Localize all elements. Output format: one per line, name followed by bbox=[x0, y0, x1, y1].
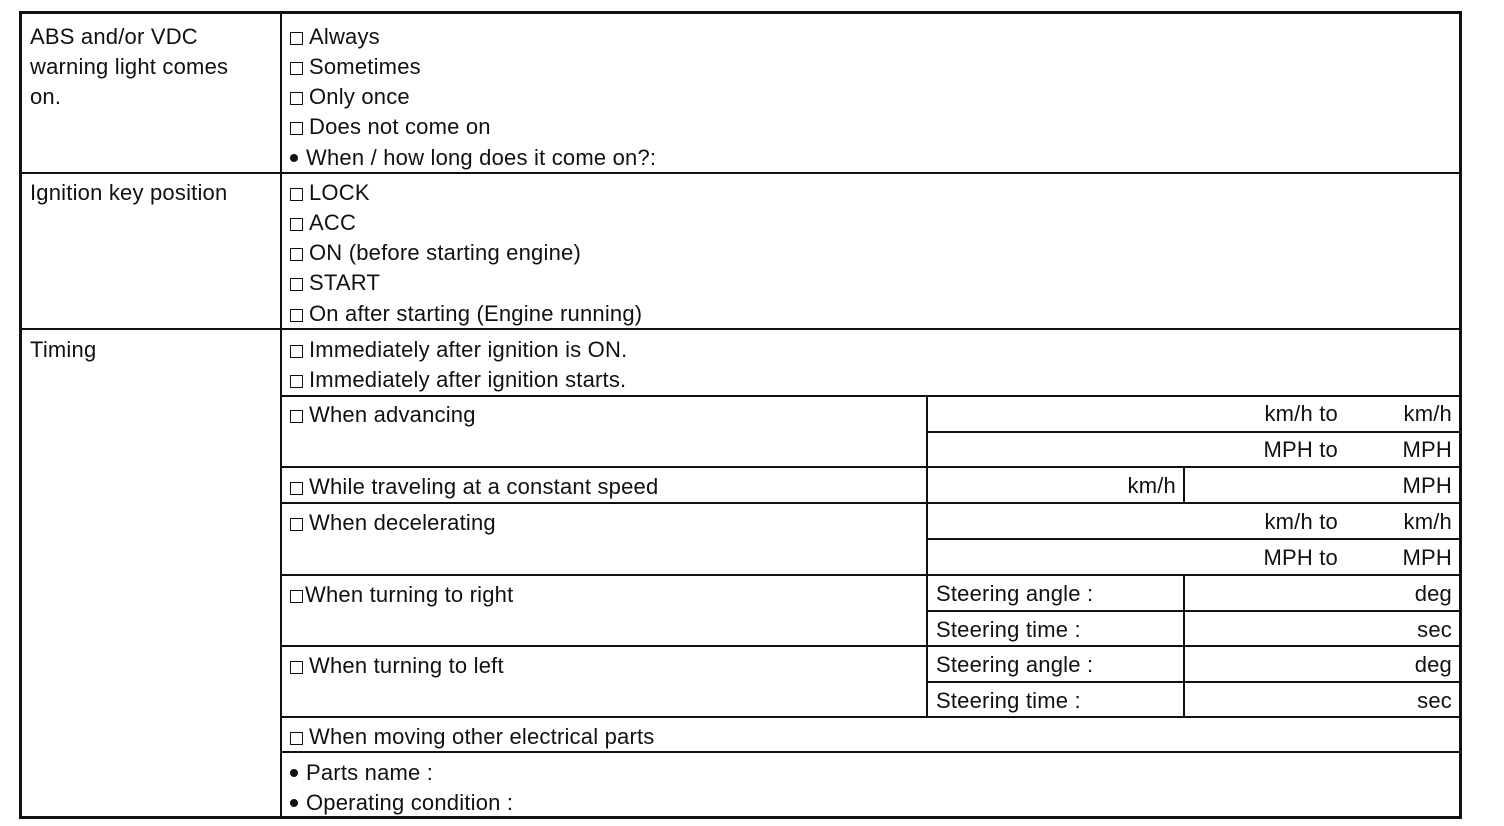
option-does-not-come-on[interactable]: Does not come on bbox=[290, 112, 491, 142]
checkbox-icon[interactable] bbox=[290, 248, 303, 261]
advancing-mph-to: MPH to bbox=[1263, 437, 1338, 462]
row-divider bbox=[22, 172, 1459, 174]
row-divider bbox=[281, 466, 1459, 468]
option-other-electrical-parts[interactable]: When moving other electrical parts bbox=[290, 722, 655, 752]
option-acc[interactable]: ACC bbox=[290, 208, 356, 238]
option-on-after-start[interactable]: On after starting (Engine running) bbox=[290, 299, 642, 329]
row-divider bbox=[927, 681, 1459, 683]
option-when-advancing[interactable]: When advancing bbox=[290, 400, 476, 430]
checkbox-icon[interactable] bbox=[290, 375, 303, 388]
column-divider bbox=[1183, 466, 1185, 503]
checkbox-icon[interactable] bbox=[290, 518, 303, 531]
left-steering-time-label: Steering time : bbox=[936, 688, 1081, 713]
option-turning-left[interactable]: When turning to left bbox=[290, 651, 504, 681]
option-after-ignition-on[interactable]: Immediately after ignition is ON. bbox=[290, 335, 627, 365]
option-lock[interactable]: LOCK bbox=[290, 178, 370, 208]
left-steering-angle-unit: deg bbox=[1414, 652, 1452, 677]
advancing-kmh-to: km/h to bbox=[1264, 401, 1338, 426]
checkbox-icon[interactable] bbox=[290, 62, 303, 75]
checkbox-icon[interactable] bbox=[290, 345, 303, 358]
parts-name-field[interactable]: Parts name : bbox=[290, 758, 433, 788]
row-divider bbox=[281, 645, 1459, 647]
checkbox-icon[interactable] bbox=[290, 122, 303, 135]
when-how-long-question: When / how long does it come on?: bbox=[290, 143, 656, 173]
row-divider bbox=[927, 538, 1459, 540]
option-after-ignition-starts[interactable]: Immediately after ignition starts. bbox=[290, 365, 626, 395]
left-steering-time-unit: sec bbox=[1417, 688, 1452, 713]
decelerating-kmh: km/h bbox=[1403, 509, 1452, 534]
checkbox-icon[interactable] bbox=[290, 92, 303, 105]
option-start[interactable]: START bbox=[290, 268, 380, 298]
timing-label: Timing bbox=[30, 337, 97, 362]
checkbox-icon[interactable] bbox=[290, 482, 303, 495]
row-divider bbox=[281, 574, 1459, 576]
column-divider bbox=[1183, 574, 1185, 718]
warning-label-line: warning light comes bbox=[30, 54, 229, 79]
option-when-decelerating[interactable]: When decelerating bbox=[290, 508, 496, 538]
checkbox-icon[interactable] bbox=[290, 661, 303, 674]
decelerating-mph-to: MPH to bbox=[1263, 545, 1338, 570]
checkbox-icon[interactable] bbox=[290, 309, 303, 322]
row-divider bbox=[927, 431, 1459, 433]
row-divider bbox=[281, 716, 1459, 718]
decelerating-kmh-to: km/h to bbox=[1264, 509, 1338, 534]
checkbox-icon[interactable] bbox=[290, 732, 303, 745]
checkbox-icon[interactable] bbox=[290, 218, 303, 231]
row-divider bbox=[927, 610, 1459, 612]
row-divider bbox=[281, 502, 1459, 504]
right-steering-time-label: Steering time : bbox=[936, 617, 1081, 642]
right-steering-angle-unit: deg bbox=[1414, 581, 1452, 606]
left-steering-angle-label: Steering angle : bbox=[936, 652, 1094, 677]
option-always[interactable]: Always bbox=[290, 22, 380, 52]
warning-label-line: ABS and/or VDC bbox=[30, 24, 198, 49]
checkbox-icon[interactable] bbox=[290, 278, 303, 291]
right-steering-angle-label: Steering angle : bbox=[936, 581, 1094, 606]
checkbox-icon[interactable] bbox=[290, 410, 303, 423]
warning-label-line: on. bbox=[30, 84, 62, 109]
checkbox-icon[interactable] bbox=[290, 590, 303, 603]
option-on-before-start[interactable]: ON (before starting engine) bbox=[290, 238, 581, 268]
row-divider bbox=[281, 395, 1459, 397]
decelerating-mph: MPH bbox=[1402, 545, 1452, 570]
option-sometimes[interactable]: Sometimes bbox=[290, 52, 421, 82]
operating-condition-field[interactable]: Operating condition : bbox=[290, 788, 513, 818]
column-divider bbox=[926, 395, 928, 718]
bullet-icon bbox=[290, 799, 298, 807]
option-constant-speed[interactable]: While traveling at a constant speed bbox=[290, 472, 658, 502]
advancing-mph: MPH bbox=[1402, 437, 1452, 462]
constant-mph: MPH bbox=[1402, 473, 1452, 498]
bullet-icon bbox=[290, 154, 298, 162]
checkbox-icon[interactable] bbox=[290, 188, 303, 201]
constant-kmh: km/h bbox=[1127, 473, 1176, 498]
checkbox-icon[interactable] bbox=[290, 32, 303, 45]
column-divider bbox=[280, 14, 282, 816]
symptom-form bbox=[19, 11, 1462, 819]
row-divider bbox=[22, 328, 1459, 330]
advancing-kmh: km/h bbox=[1403, 401, 1452, 426]
option-turning-right[interactable]: When turning to right bbox=[290, 580, 513, 610]
bullet-icon bbox=[290, 769, 298, 777]
right-steering-time-unit: sec bbox=[1417, 617, 1452, 642]
ignition-key-label: Ignition key position bbox=[30, 180, 228, 205]
option-only-once[interactable]: Only once bbox=[290, 82, 410, 112]
warning-light-label bbox=[30, 22, 228, 112]
